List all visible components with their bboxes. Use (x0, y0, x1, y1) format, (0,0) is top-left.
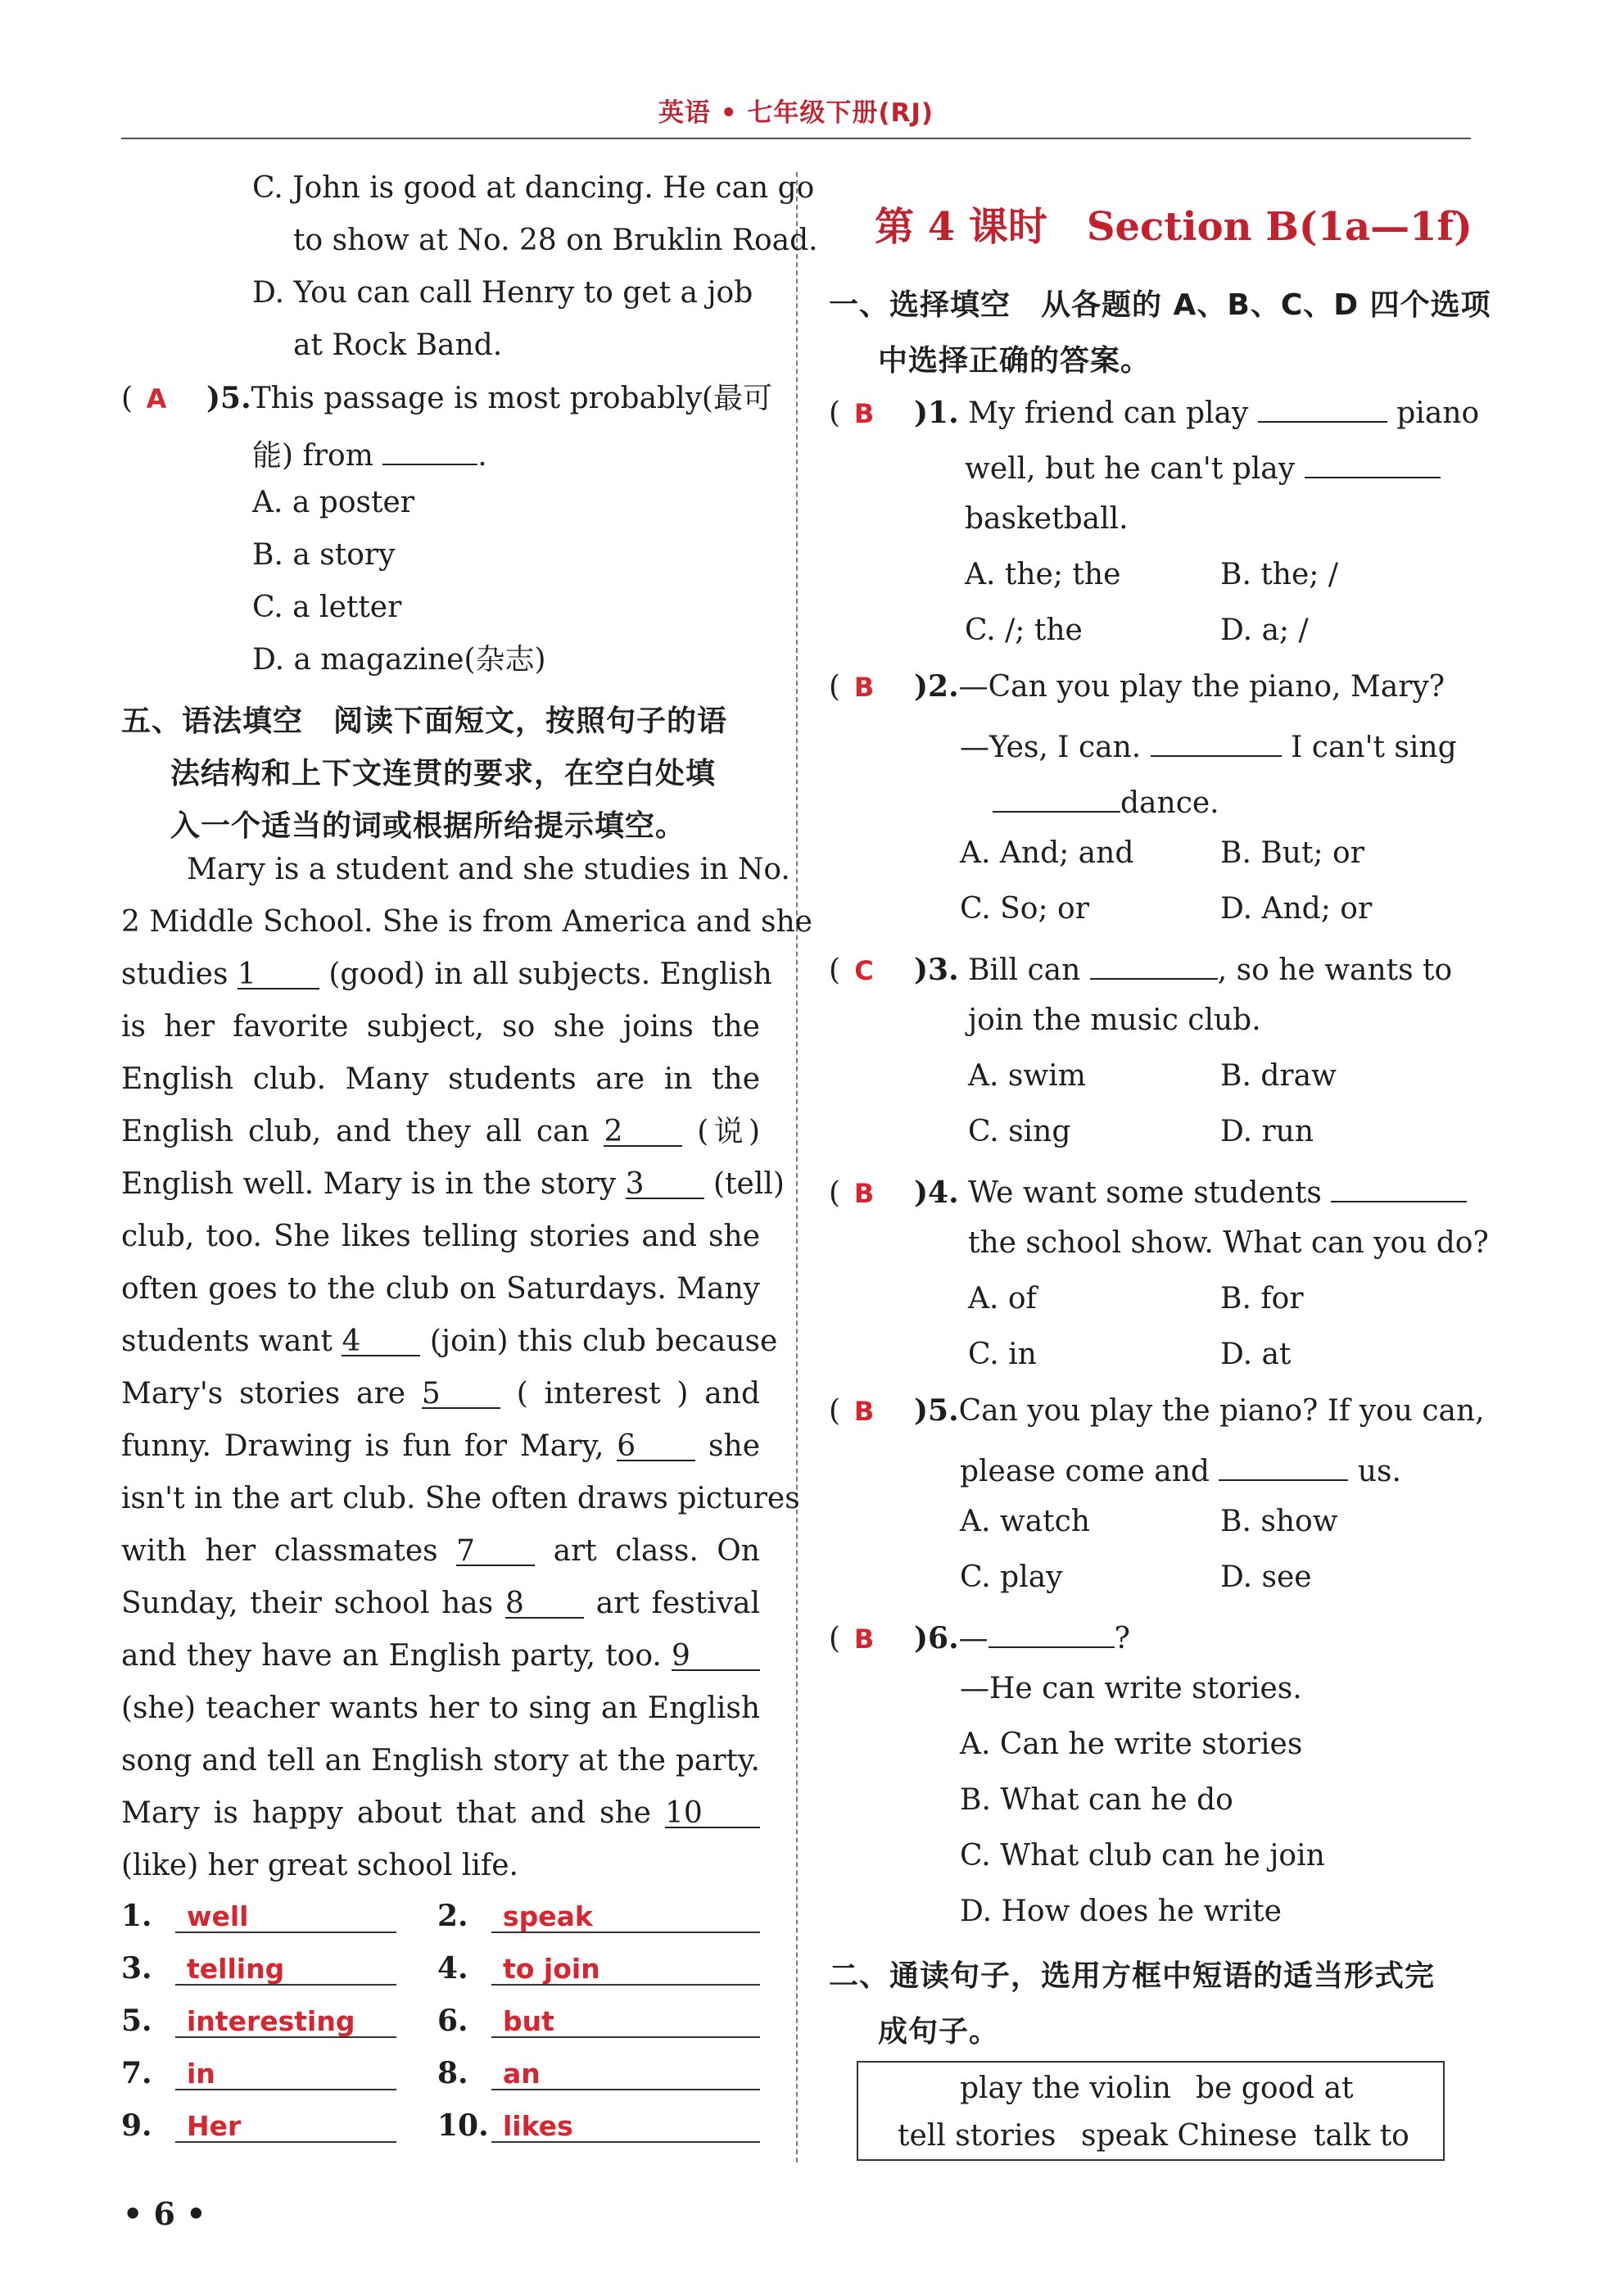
answer-fill: interesting (175, 2005, 396, 2038)
answer-fill: Her (175, 2110, 396, 2143)
q4-option-c: C. in (968, 1338, 1037, 1371)
q6-option-c: C. What club can he join (960, 1839, 1325, 1873)
q5-line2: 能) from . (252, 436, 487, 471)
phrase-box (857, 2061, 1445, 2161)
page-number: • 6 • (123, 2195, 206, 2232)
answer-row: 8. an (437, 2056, 760, 2090)
answer-row: 10. likes (437, 2108, 760, 2143)
q5r-answer: B (853, 1396, 875, 1427)
blank (1331, 1173, 1467, 1202)
passage-blank: 8 (505, 1589, 584, 1619)
q5-blank (382, 436, 477, 465)
q2-option-d: D. And; or (1220, 892, 1373, 926)
passage-blank: 10 (665, 1799, 760, 1828)
q4-option-a: A. of (968, 1282, 1037, 1316)
answer-row: 6. but (437, 2004, 760, 2038)
mc-question-4: ( B )4. We want some students (829, 1173, 1467, 1208)
phrase: speak Chinese (1081, 2119, 1298, 2153)
answer-row: 2. speak (437, 1899, 760, 1933)
passage-line: Mary is happy about that and she 10 (121, 1799, 760, 1828)
mc-question-5: ( B )5.Can you play the piano? If you can, (829, 1393, 1485, 1428)
q2-option-a: A. And; and (960, 836, 1134, 870)
q4-option-d: D. at (1220, 1338, 1292, 1371)
passage-line: students want 4 (join) this club because (121, 1325, 778, 1358)
mc-question-3: ( C )3. Bill can , so he wants to (829, 950, 1452, 985)
blank (1151, 727, 1282, 757)
answer-row: 7. in (121, 2056, 396, 2090)
answer-fill: telling (175, 1953, 396, 1986)
passage-line: Mary is a student and she studies in No. (187, 853, 790, 886)
passage-blank: 1 (238, 960, 319, 989)
section2-heading-line1: 二、通读句子，选用方框中短语的适当形式完 (829, 1959, 1436, 1993)
passage-line: funny. Drawing is fun for Mary, 6 she (121, 1429, 760, 1463)
passage-line: isn't in the art club. She often draws pictures (121, 1482, 800, 1515)
answer-fill: likes (491, 2110, 760, 2143)
answer-fill: but (491, 2005, 760, 2038)
passage-blank: 2 (604, 1117, 682, 1147)
q4-answer: B (853, 1178, 875, 1209)
blank (1305, 449, 1441, 478)
column-divider (796, 172, 798, 2162)
blank (1090, 950, 1218, 980)
q6-option-d: D. How does he write (960, 1895, 1282, 1928)
blank (993, 783, 1120, 813)
blank (1258, 393, 1387, 423)
passage-blank: 4 (342, 1327, 420, 1356)
header-rule (121, 138, 1471, 139)
passage-line: studies 1 (good) in all subjects. English (121, 958, 772, 991)
section1-heading-line1: 一、选择填空 从各题的 A、B、C、D 四个选项 (829, 288, 1491, 322)
passage-line: is her favorite subject, so she joins the (121, 1010, 760, 1044)
phrase: be good at (1196, 2072, 1354, 2105)
page-header: 英语 • 七年级下册(RJ) (658, 98, 934, 128)
phrase: talk to (1314, 2119, 1409, 2153)
mc-question-1-line2: well, but he can't play (965, 449, 1441, 484)
mc-question-6: ( B )6.— ? (829, 1619, 1130, 1654)
blank (1219, 1451, 1348, 1481)
answer-fill: speak (491, 1900, 760, 1933)
q4-option-c-line2: to show at No. 28 on Bruklin Road. (293, 224, 818, 257)
passage-blank: 3 (626, 1170, 704, 1199)
q1-answer: B (853, 398, 875, 429)
q5r-option-c: C. play (960, 1560, 1063, 1594)
q3-option-c: C. sing (968, 1115, 1071, 1148)
answer-row: 3. telling (121, 1951, 396, 1986)
q1-option-c: C. /; the (965, 614, 1083, 647)
q5-option-d: D. a magazine(杂志) (252, 643, 546, 677)
answer-fill: in (175, 2058, 396, 2090)
q2-option-b: B. But; or (1220, 836, 1364, 870)
q3-option-a: A. swim (968, 1059, 1086, 1093)
q5-line1: ( A )5.This passage is most probably(最可 (121, 381, 772, 415)
answer-row: 9. Her (121, 2108, 396, 2143)
answer-row: 5. interesting (121, 2004, 396, 2038)
q6-option-a: A. Can he write stories (960, 1728, 1303, 1761)
answer-fill: an (491, 2058, 760, 2090)
passage-line: (she) teacher wants her to sing an English (121, 1691, 760, 1725)
passage-blank: 5 (422, 1379, 500, 1409)
passage-line: often goes to the club on Saturdays. Many (121, 1272, 760, 1306)
passage-line: song and tell an English story at the party. (121, 1744, 760, 1777)
q2-option-c: C. So; or (960, 892, 1089, 926)
q3-option-d: D. run (1220, 1115, 1314, 1148)
mc-question-4-line2: the school show. What can you do? (968, 1226, 1489, 1260)
mc-question-2: ( B )2.—Can you play the piano, Mary? (829, 669, 1445, 704)
q3-answer: C (854, 955, 874, 986)
q5-option-b: B. a story (252, 538, 396, 572)
blank (989, 1619, 1115, 1648)
answer-row: 1. well (121, 1899, 396, 1933)
passage-line: with her classmates 7 art class. On (121, 1534, 760, 1568)
q3-option-b: B. draw (1220, 1059, 1337, 1093)
mc-question-6-line2: —He can write stories. (960, 1672, 1302, 1705)
answer-row: 4. to join (437, 1951, 760, 1986)
answer-fill: well (175, 1900, 396, 1933)
q5r-option-a: A. watch (960, 1505, 1090, 1538)
passage-line: and they have an English party, too. 9 (121, 1642, 760, 1671)
phrase: play the violin (960, 2072, 1171, 2105)
passage-line: club, too. She likes telling stories and she (121, 1220, 760, 1253)
q4-option-d-line2: at Rock Band. (293, 328, 503, 362)
lesson-title: 第 4 课时 Section B(1a—1f) (875, 204, 1473, 250)
q4-option-b: B. for (1220, 1282, 1304, 1316)
passage-line: English club, and they all can 2 (说) (121, 1115, 760, 1148)
passage-blank: 6 (617, 1432, 695, 1461)
q4-option-c-line1: C. John is good at dancing. He can go (252, 171, 815, 205)
mc-question-2-line2: —Yes, I can. I can't sing (960, 727, 1457, 763)
section1-heading-line2: 中选择正确的答案。 (878, 344, 1151, 378)
q1-option-a: A. the; the (965, 558, 1121, 591)
section2-heading-line2: 成句子。 (878, 2015, 1000, 2049)
passage-line: Sunday, their school has 8 art festival (121, 1587, 761, 1620)
q6-answer: B (853, 1624, 875, 1655)
section5-heading-line1: 五、语法填空 阅读下面短文，按照句子的语 (121, 704, 728, 738)
passage-line: Mary's stories are 5 ( interest ) and (121, 1377, 760, 1411)
answer-fill: to join (491, 1953, 760, 1986)
mc-question-1-line3: basketball. (965, 502, 1129, 536)
q5-option-c: C. a letter (252, 591, 402, 624)
passage-blank: 9 (672, 1642, 760, 1671)
mc-question-3-line2: join the music club. (968, 1003, 1261, 1037)
q6-option-b: B. What can he do (960, 1783, 1233, 1817)
passage-line: English club. Many students are in the (121, 1062, 760, 1096)
q1-option-b: B. the; / (1220, 558, 1338, 591)
mc-question-1: ( B )1. My friend can play piano (829, 393, 1479, 428)
q1-option-d: D. a; / (1220, 614, 1309, 647)
q5r-option-b: B. show (1220, 1505, 1338, 1538)
section5-heading-line3: 入一个适当的词或根据所给提示填空。 (170, 809, 686, 843)
passage-line: (like) her great school life. (121, 1849, 518, 1882)
q4-option-d-line1: D. You can call Henry to get a job (252, 276, 753, 310)
q5r-option-d: D. see (1220, 1560, 1312, 1594)
mc-question-5-line2: please come and us. (960, 1451, 1401, 1487)
q2-answer: B (853, 672, 875, 703)
passage-line: English well. Mary is in the story 3 (tell) (121, 1167, 785, 1201)
q5-option-a: A. a poster (252, 486, 414, 519)
mc-question-2-line3: dance. (993, 783, 1219, 818)
q5-answer: A (146, 383, 167, 414)
section5-heading-line2: 法结构和上下文连贯的要求，在空白处填 (170, 757, 717, 790)
phrase: tell stories (898, 2119, 1056, 2153)
passage-blank: 7 (456, 1537, 535, 1566)
passage-line: 2 Middle School. She is from America and she (121, 905, 812, 939)
